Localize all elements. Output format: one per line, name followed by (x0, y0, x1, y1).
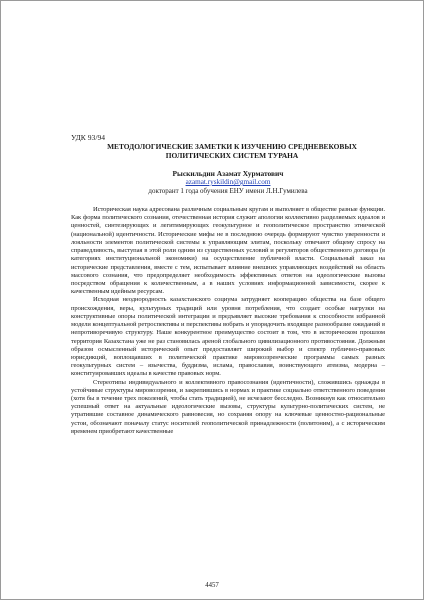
article-title-line: МЕТОДОЛОГИЧЕСКИЕ ЗАМЕТКИ К ИЗУЧЕНИЮ СРЕДНЕВЕКОВЫХ (107, 142, 357, 151)
article-title-line: ПОЛИТИЧЕСКИХ СИСТЕМ ТУРАНА (165, 151, 299, 160)
article (71, 133, 385, 436)
body-paragraph: Стереотипы индивидуального и коллективного правосознания (идентичности), сложившись однажды в устойчивые структуры мировоззрения, и закрепившись в нормах и практике социально ответственного поведения (хотя бы в течение трех поколений, чтобы стать традицией), не исчезают бесследно. Возникнув как относительно успешный ответ на актуальные идеологические вызовы, структуры культурно-политических систем, не утратившие составное динамического равновесия, но сохраняя опору на ключевые ценностно-рациональные устои, обозначают поначалу статус носителей геополитической принадлежности (политоним), а с историческим временем приобретают качественные (71, 378, 385, 435)
article-body (71, 206, 385, 436)
author-affiliation: докторант 1 года обучения ЕНУ имени Л.Н.Гумилева (148, 187, 308, 195)
page-number: 4457 (205, 582, 219, 589)
author-block (71, 169, 385, 196)
body-paragraph: Исходная неоднородность казахстанского социума затрудняет кооперацию общества на базе общего происхождения, веры, культурных традиций или уровня потребления, что создает особые нагрузки на конструктивные опоры политической интеграции и предъявляет высокие требования к способности избранной модели концептуальной ретроспективы и перспективы вобрать и упорядочить входящее разнообразие ожиданий в непротиворечивую структуру. Наше конкурентное преимущество состоит в том, что в историческом прошлом территория Казахстана уже не раз становилась ареной глобального цивилизационного противостояния. Должным образом осмысленный исторический опыт предоставляет широкий выбор и спектр публично-правовых юрисдикций, воплощавших в политической практике мировоззренческие программы самых разных геокультурных систем – язычества, буддизма, ислама, православия, воинствующего атеизма, модерна – конституировавших идеалы в качестве правовых норм. (71, 296, 385, 378)
body-paragraph: Историческая наука адресована различным социальным кругам и выполняет в обществе разные функции. Как форма политического сознания, отечественная история служит апологии коллективно разделяемых идеалов и ценностей, синтезирующих и легитимирующих геокультурное и геополитическое пространство этнической (национальной) идентичности. Исторические мифы не в последнюю очередь формируют чувство уверенности и лояльности элементов политической системы к управляющим элитам, поскольку отвечают общему спросу на справедливость, выступая в этой роли одним из существенных условий и регуляторов общественного договора (в категориях институциональной экономики) на осуществление публичной власти. Социальный заказ на исторические представления, вместе с тем, испытывает влияние внешних управляющих воздействий на область массового сознания, что предопределяет необходимость эффективных ответов на идеологические вызовы посредством обращения к количественным, а в наших условиях информационной зависимости, скорее к качественным идейным ресурсам. (71, 206, 385, 296)
author-name: Рыскильдин Азамат Хурматович (172, 169, 284, 178)
author-email-link[interactable]: azamat.ryskildin@gmail.com (185, 178, 271, 186)
article-title (71, 142, 385, 160)
udk-code: УДК 93/94 (71, 133, 106, 142)
